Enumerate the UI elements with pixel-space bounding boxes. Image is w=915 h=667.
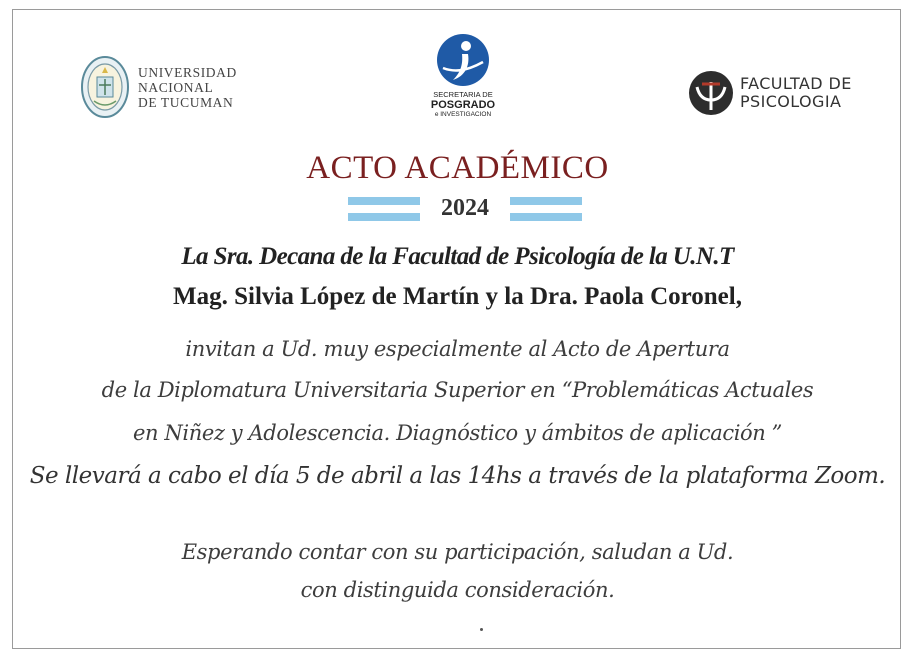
- facultad-name: [740, 75, 852, 111]
- psicologia-emblem-icon: [688, 70, 734, 116]
- secretaria-line3: e INVESTIGACION: [434, 111, 492, 118]
- facultad-psicologia-logo: [688, 70, 852, 116]
- unt-line3: DE TUCUMAN: [138, 94, 234, 110]
- event-year: 2024: [441, 195, 489, 221]
- unt-logo: [80, 55, 237, 119]
- secretaria-logo: [418, 32, 508, 119]
- decana-line: La Sra. Decana de la Facultad de Psicología de la U.N.T: [181, 243, 734, 270]
- invite-line-2: de la Diplomatura Universitaria Superior en “Problemáticas Actuales: [101, 378, 814, 402]
- year-row: [0, 195, 915, 225]
- flag-stripes-right: [510, 197, 582, 221]
- closing-line-2: con distinguida consideración.: [300, 578, 615, 602]
- facultad-line1: FACULTAD DE: [740, 74, 852, 93]
- closing-line-1: Esperando contar con su participación, saludan a Ud.: [181, 540, 734, 564]
- unt-seal-icon: [80, 55, 130, 119]
- trailing-dot: [480, 628, 483, 631]
- flag-stripes-left: [348, 197, 420, 221]
- secretaria-line2: POSGRADO: [430, 99, 496, 111]
- event-title: ACTO ACADÉMICO: [306, 150, 609, 186]
- secretaria-emblem-icon: [435, 32, 491, 88]
- names-line: Mag. Silvia López de Martín y la Dra. Paola Coronel,: [173, 283, 742, 310]
- invite-line-3: en Niñez y Adolescencia. Diagnóstico y ámbitos de aplicación ”: [132, 421, 783, 445]
- unt-name: [138, 65, 237, 110]
- invite-line-4: Se llevará a cabo el día 5 de abril a las 14hs a través de la plataforma Zoom.: [29, 463, 886, 489]
- unt-line2: NACIONAL: [138, 79, 214, 95]
- secretaria-line1: SECRETARIA DE: [433, 90, 493, 99]
- facultad-line2: PSICOLOGIA: [740, 92, 842, 111]
- invite-line-1: invitan a Ud. muy especialmente al Acto de Apertura: [185, 337, 730, 361]
- unt-line1: UNIVERSIDAD: [138, 64, 237, 80]
